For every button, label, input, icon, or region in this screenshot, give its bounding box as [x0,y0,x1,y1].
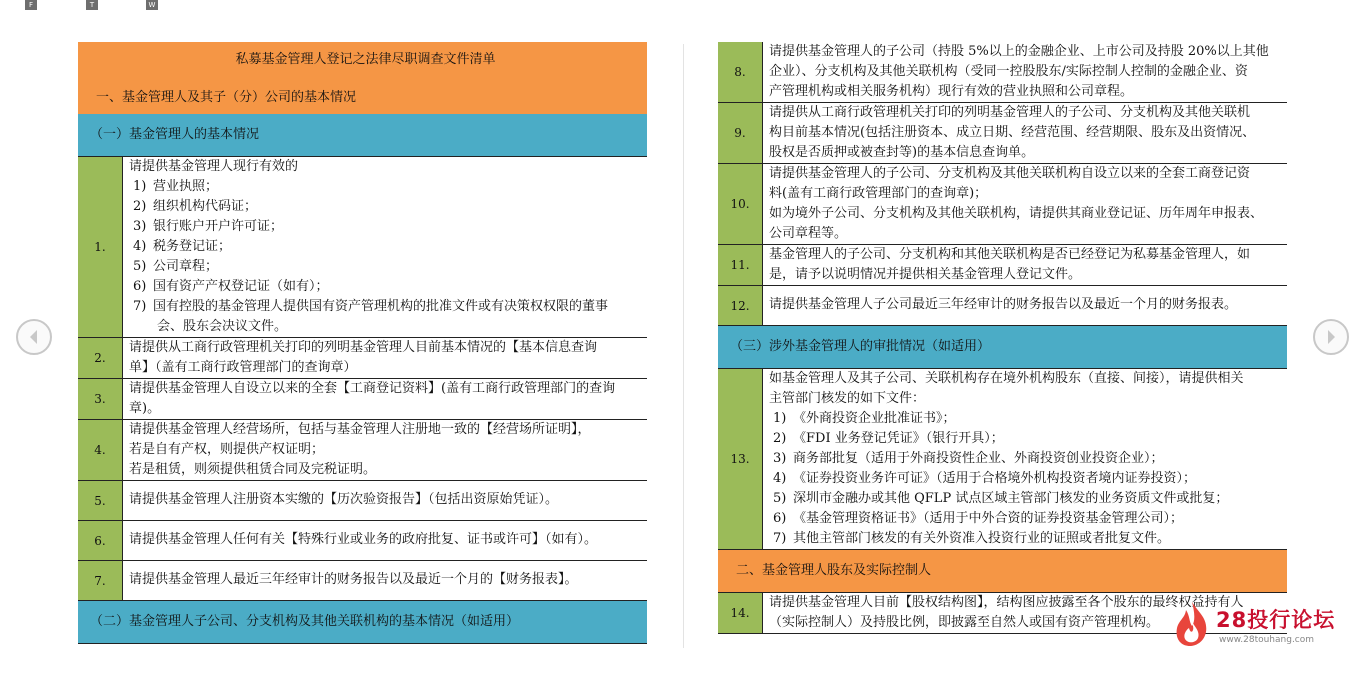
item-number: 3. [78,379,122,419]
sub-item: 7) 其他主管部门核发的有关外资准入投资行业的证照或者批复文件。 [773,531,1171,546]
next-page-button[interactable] [1313,319,1349,355]
item-number: 7. [78,561,122,600]
item-text: 请提供基金管理人的子公司、分支机构及其他关联机构自设立以来的全套工商登记资 [769,166,1251,181]
list-item-6 [78,521,647,561]
section-2-heading: 二、基金管理人股东及实际控制人 [718,550,1287,593]
list-item-7 [78,561,647,601]
toolbar-button-t[interactable]: T [86,0,98,10]
item-text: （实际控制人）及持股比例，即披露至自然人或国有资产管理机构。 [769,615,1160,630]
item-number: 11. [718,245,762,285]
sub-item: 5) 深圳市金融办或其他 QFLP 试点区域主管部门核发的业务资质文件或批复； [773,491,1229,506]
item-text: 料(盖有工商行政管理部门的查询章)； [769,186,988,201]
sub-item: 3) 商务部批复（适用于外商投资性企业、外商投资创业投资企业）； [773,451,1164,466]
item-number: 1. [78,157,122,337]
item-text: 主管部门核发的如下文件： [769,391,926,406]
item-text: 产管理机构或相关服务机构）现行有效的营业执照和公司章程。 [769,84,1134,99]
subsection-1-heading: （一）基金管理人的基本情况 [78,114,647,157]
item-number: 8. [718,42,762,102]
subsection-3-heading: （三）涉外基金管理人的审批情况（如适用） [718,326,1287,369]
subsection-2-heading: （二）基金管理人子公司、分支机构及其他关联机构的基本情况（如适用） [78,601,647,644]
sub-item: 4) 《证券投资业务许可证》（适用于合格境外机构投资者境内证券投资）； [773,471,1197,486]
item-text: 基金管理人的子公司、分支机构和其他关联机构是否已经登记为私募基金管理人，如 [769,247,1251,262]
chevron-left-icon [18,321,50,353]
item-text: 股权是否质押或被查封等)的基本信息查询单。 [769,145,1035,160]
item-number: 10. [718,164,762,244]
sub-item: 6) 国有资产产权登记证（如有）； [133,279,329,294]
item-text: 构目前基本情况(包括注册资本、成立日期、经营范围、经营期限、股东及出资情况、 [769,125,1256,140]
section-1-heading: 一、基金管理人及其子（分）公司的基本情况 [96,90,357,105]
watermark-url: www.28touhang.com [1219,635,1315,645]
item-text: 若是自有产权，则提供产权证明； [129,442,325,457]
previous-page-button[interactable] [16,319,52,355]
sub-item: 7) 国有控股的基金管理人提供国有资产管理机构的批准文件或有决策权权限的董事 [133,299,609,314]
item-text: 请提供基金管理人最近三年经审计的财务报告以及最近一个月的【财务报表】。 [129,572,578,587]
item-text: 请提供基金管理人子公司最近三年经审计的财务报告以及最近一个月的财务报表。 [769,297,1238,312]
item-text: 企业）、分支机构及其他关联机构（受同一控股股东/实际控制人控制的金融企业、资 [769,64,1248,79]
list-item-2 [78,338,647,379]
sub-item: 4) 税务登记证； [133,239,232,254]
item-text: 请提供基金管理人任何有关【特殊行业或业务的政府批复、证书或许可】（如有）。 [129,532,598,547]
right-page [718,42,1287,634]
item-number: 9. [718,103,762,163]
list-item-8 [718,42,1287,103]
item-number: 4. [78,420,122,480]
item-number: 12. [718,286,762,325]
list-item-12 [718,286,1287,326]
toolbar-button-f[interactable]: F [25,0,37,10]
list-item-13 [718,369,1287,550]
item-text: 如基金管理人及其子公司、关联机构存在境外机构股东（直接、间接），请提供相关 [769,371,1244,386]
item-text: 章)。 [129,401,161,416]
list-item-11 [718,245,1287,286]
sub-item: 2) 《FDI 业务登记凭证》（银行开具）； [773,431,1004,446]
item-number: 6. [78,521,122,560]
item-text: 如为境外子公司、分支机构及其他关联机构，请提供其商业登记证、历年周年申报表、 [769,206,1264,221]
sub-item: 1) 《外商投资企业批准证书》； [773,411,956,426]
list-item-4 [78,420,647,481]
item-text: 是，请予以说明情况并提供相关基金管理人登记文件。 [769,267,1082,282]
sub-item-continuation: 会、股东会决议文件。 [157,319,288,334]
item-number: 5. [78,481,122,520]
site-watermark [1172,598,1342,654]
item-text: 若是租赁，则须提供租赁合同及完税证明。 [129,462,377,477]
sub-item: 5) 公司章程； [133,259,219,274]
chevron-right-icon [1315,321,1347,353]
item-text: 请提供基金管理人现行有效的 [129,159,299,174]
doc-title: 私募基金管理人登记之法律尽职调查文件清单 [235,52,496,67]
item-text: 单】（盖有工商行政管理部门的查询章） [129,360,357,375]
page-divider [683,44,684,648]
item-number: 2. [78,338,122,378]
item-number: 13. [718,369,762,549]
item-text: 请提供基金管理人目前【股权结构图】，结构图应披露至各个股东的最终权益持有人 [769,595,1244,610]
item-text: 请提供从工商行政管理机关打印的列明基金管理人目前基本情况的【基本信息查询 [129,340,598,355]
sub-item: 2) 组织机构代码证； [133,199,258,214]
sub-item: 3) 银行账户开户许可证； [133,219,284,234]
item-text: 请提供从工商行政管理机关打印的列明基金管理人的子公司、分支机构及其他关联机 [769,105,1251,120]
list-item-10 [718,164,1287,245]
watermark-title: 28投行论坛 [1216,608,1336,632]
list-item-9 [718,103,1287,164]
list-item-5 [78,481,647,521]
sub-item: 1) 营业执照； [133,179,219,194]
item-text: 请提供基金管理人的子公司（持股 5%以上的金融企业、上市公司及持股 20%以上其他 [769,44,1269,59]
item-text: 请提供基金管理人经营场所，包括与基金管理人注册地一致的【经营场所证明】， [129,422,591,437]
doc-header [78,42,647,114]
sub-item: 6) 《基金管理资格证书》（适用于中外合资的证券投资基金管理公司）； [773,511,1184,526]
flame-logo-icon [1172,600,1212,648]
item-number: 14. [718,593,762,633]
item-text: 请提供基金管理人自设立以来的全套【工商登记资料】(盖有工商行政管理部门的查询 [129,381,616,396]
list-item-1 [78,157,647,338]
list-item-3 [78,379,647,420]
item-text: 公司章程等。 [769,226,848,241]
toolbar-button-w[interactable]: W [146,0,158,10]
item-text: 请提供基金管理人注册资本实缴的【历次验资报告】（包括出资原始凭证）。 [129,492,559,507]
left-page [78,42,647,644]
